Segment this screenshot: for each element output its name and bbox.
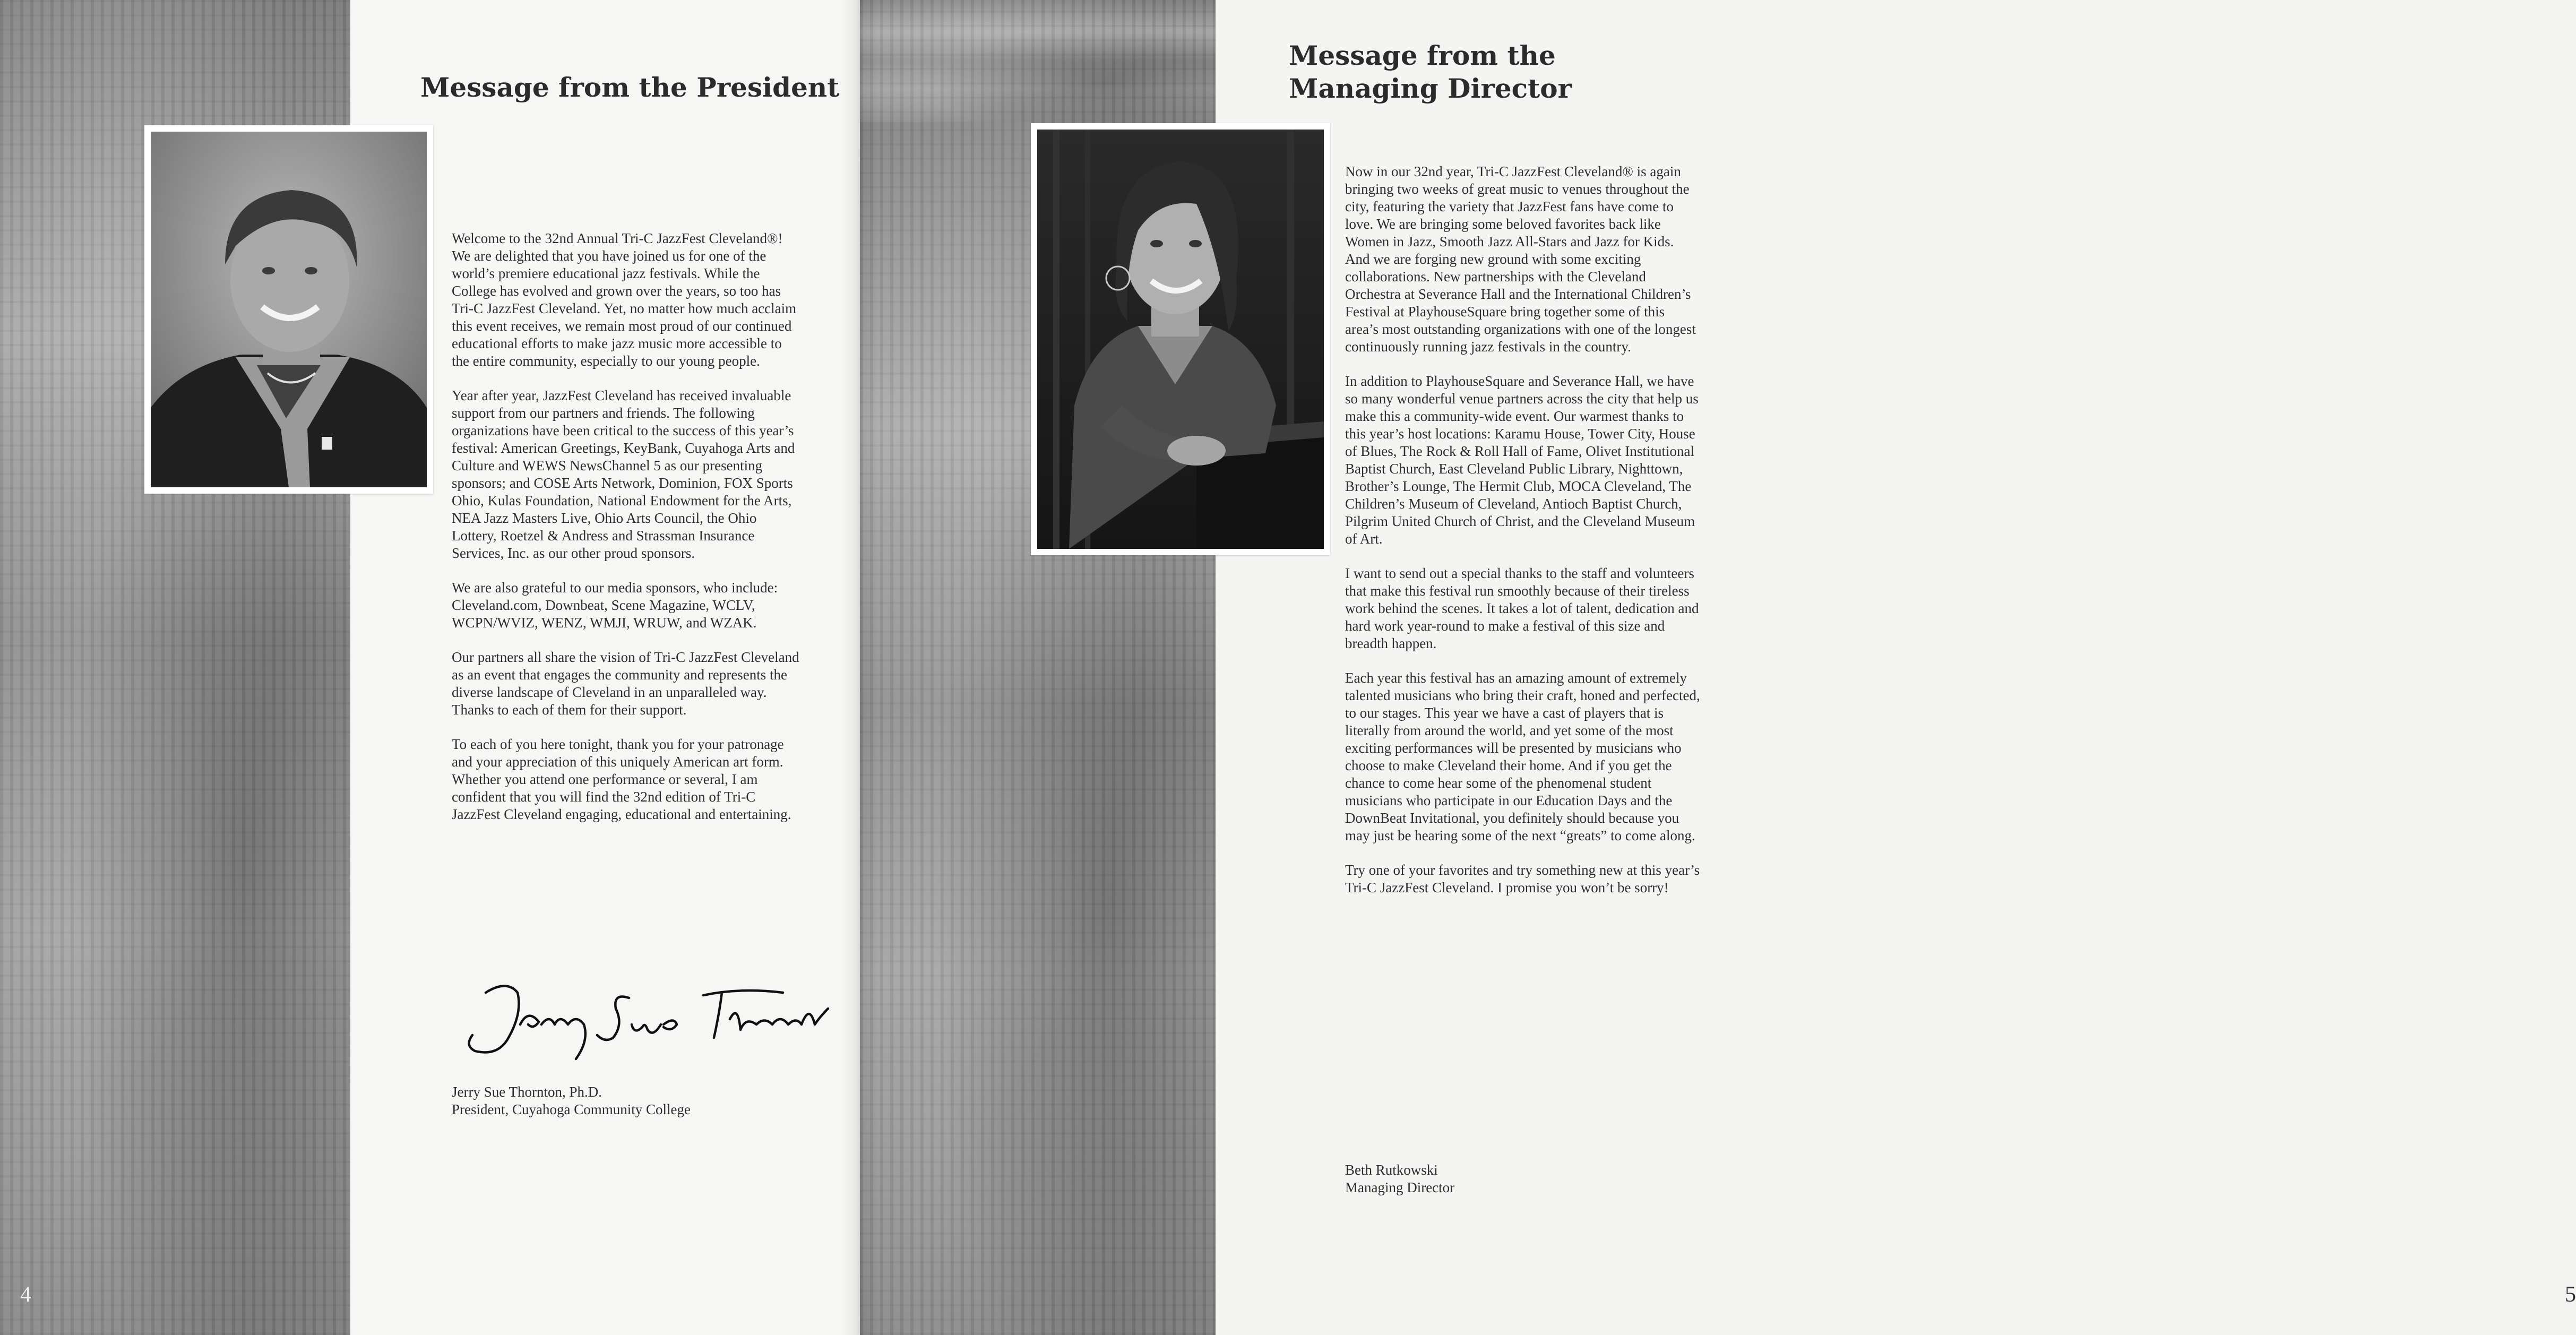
president-message-body: [452, 230, 802, 840]
left-page: [0, 0, 860, 1335]
president-heading: Message from the President: [420, 72, 840, 103]
book-gutter: [841, 0, 878, 1335]
president-portrait-image: [151, 132, 427, 487]
president-title: President, Cuyahoga Community College: [452, 1101, 691, 1117]
stone-texture-panel-top: [860, 0, 1216, 127]
president-paragraph: Our partners all share the vision of Tri-C JazzFest Cleveland as an event that engages the community and represents the diverse landscape of Cleveland in an unparalleled way. Thanks to each of them for their support.: [452, 649, 799, 718]
managing-director-paragraph: I want to send out a special thanks to the staff and volunteers that make this festival run smoothly because of their tireless work behind the scenes. It takes a lot of talent, dedication and hard work year-round to make a festival of this size and breadth happen.: [1345, 565, 1699, 651]
president-paragraph: To each of you here tonight, thank you for your patronage and your appreciation of this uniquely American art form. Whether you attend one performance or several, I am confident that you will find the 32nd edition of Tri-C JazzFest Cleveland engaging, educational and entertaining.: [452, 736, 791, 822]
managing-director-signoff: [1345, 1161, 1454, 1196]
managing-director-heading: [1289, 39, 1660, 105]
heading-line-2: Managing Director: [1289, 73, 1572, 104]
president-name: Jerry Sue Thornton, Ph.D.: [452, 1084, 602, 1100]
managing-director-name: Beth Rutkowski: [1345, 1162, 1438, 1178]
managing-director-title: Managing Director: [1345, 1179, 1455, 1195]
president-photo: [144, 125, 433, 494]
heading-line-1: Message from the: [1289, 40, 1556, 71]
managing-director-photo: [1031, 123, 1330, 555]
president-signature: [454, 971, 836, 1062]
managing-director-paragraph: Try one of your favorites and try something new at this year’s Tri-C JazzFest Cleveland. I promise you won’t be sorry!: [1345, 862, 1700, 895]
managing-director-portrait-image: [1037, 130, 1324, 549]
signature-image: [454, 971, 836, 1062]
president-paragraph: We are also grateful to our media sponsors, who include: Cleveland.com, Downbeat, Scene Magazine, WCLV, WCPN/WVIZ, WENZ, WMJI, WRUW, and WZAK.: [452, 580, 778, 631]
page-number-left: 4: [20, 1282, 31, 1307]
managing-director-paragraph: In addition to PlayhouseSquare and Severance Hall, we have so many wonderful venue partners across the city that help us make this a community-wide event. Our warmest thanks to this year’s host locations: Karamu House, Tower City, House of Blues, The Rock & Roll Hall of Fame, Olivet Institutional Baptist Church, East Cleveland Public Library, Nighttown, Brother’s Lounge, The Hermit Club, MOCA Cleveland, The Children’s Museum of Cleveland, Antioch Baptist Church, Pilgrim United Church of Christ, and the Cleveland Museum of Art.: [1345, 373, 1699, 547]
president-signoff: [452, 1083, 691, 1118]
page-number-right: 5: [2565, 1282, 2576, 1307]
president-paragraph: Year after year, JazzFest Cleveland has received invaluable support from our partners and friends. The following organizations have been critical to the success of this year’s festival: American Greetings, KeyBank, Cuyahoga Arts and Culture and WEWS NewsChannel 5 as our presenting sponsors; and COSE Arts Network, Dominion, FOX Sports Ohio, Kulas Foundation, National Endowment for the Arts, NEA Jazz Masters Live, Ohio Arts Council, the Ohio Lottery, Roetzel & Andress and Strassman Insurance Services, Inc. as our other proud sponsors.: [452, 387, 795, 561]
managing-director-message-body: [1345, 163, 1701, 914]
president-paragraph: Welcome to the 32nd Annual Tri-C JazzFest Cleveland®! We are delighted that you have joined us for one of the world’s premiere educational jazz festivals. While the College has evolved and grown over the years, so too has Tri-C JazzFest Cleveland. Yet, no matter how much acclaim this event receives, we remain most proud of our continued educational efforts to make jazz music more accessible to the entire community, especially to our young people.: [452, 230, 797, 369]
managing-director-paragraph: Now in our 32nd year, Tri-C JazzFest Cleveland® is again bringing two weeks of great music to venues throughout the city, featuring the variety that JazzFest fans have come to love. We are bringing some beloved favorites back like Women in Jazz, Smooth Jazz All-Stars and Jazz for Kids. And we are forging new ground with some exciting collaborations. New partnerships with the Cleveland Orchestra at Severance Hall and the International Children’s Festival at PlayhouseSquare bring together some of this area’s most outstanding organizations with one of the longest continuously running jazz festivals in the country.: [1345, 163, 1696, 355]
managing-director-paragraph: Each year this festival has an amazing amount of extremely talented musicians who bring their craft, honed and perfected, to our stages. This year we have a cast of players that is literally from around the world, and yet some of the most exciting performances will be presented by musicians who choose to make Cleveland their home. And if you get the chance to come hear some of the phenomenal student musicians who participate in our Education Days and the DownBeat Invitational, you definitely should because you may just be hearing some of the next “greats” to come along.: [1345, 670, 1700, 843]
